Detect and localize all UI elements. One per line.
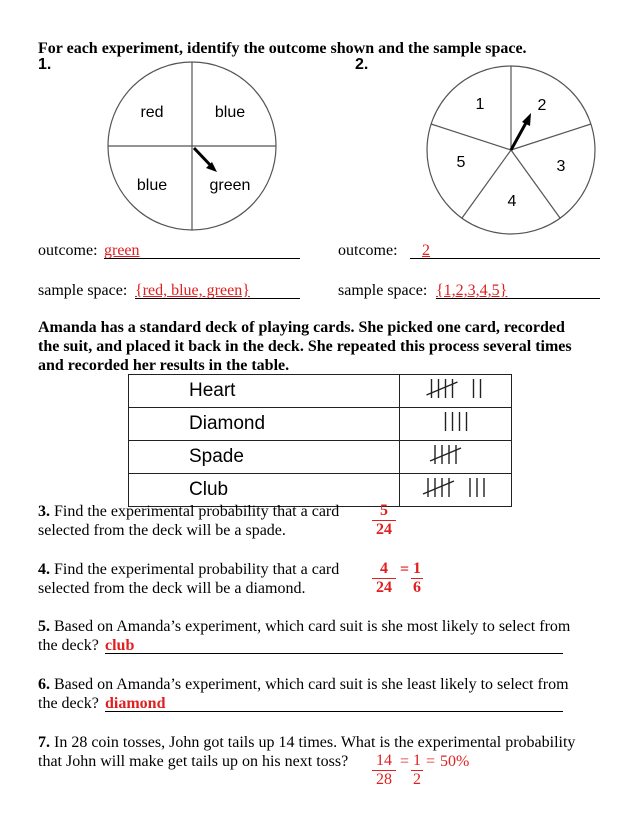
problem-2-label: 2. xyxy=(355,56,369,73)
suit-cell: Club xyxy=(129,474,400,507)
q6-answer: diamond xyxy=(105,695,166,712)
spinner-1 xyxy=(100,60,290,240)
question-5-line-1: 5. Based on Amanda’s experiment, which card suit is she most likely to select from xyxy=(38,618,571,635)
question-4-line-1: 4. Find the experimental probability that a card xyxy=(38,561,340,578)
q7-numerator-1: 14 xyxy=(372,752,396,771)
sample-space-2-label: sample space: xyxy=(338,282,428,299)
q4-simp-denominator: 6 xyxy=(413,579,421,596)
table-row xyxy=(129,375,512,408)
spinner-1-section-green: green xyxy=(209,177,251,194)
sample-space-2-line xyxy=(436,298,600,299)
tally-cell xyxy=(400,474,512,507)
suit-cell: Heart xyxy=(129,375,400,408)
spinner-2-section-1: 1 xyxy=(475,96,485,113)
q5-answer-line xyxy=(105,653,563,654)
table-row xyxy=(129,441,512,474)
question-4-line-2: selected from the deck will be a diamond. xyxy=(38,580,306,597)
q7-equals-1: = xyxy=(400,753,410,770)
story-line-2: the suit, and placed it back in the deck. She repeated this process several times xyxy=(38,338,572,355)
problem-1-label: 1. xyxy=(38,56,52,73)
question-7-number: 7. xyxy=(38,734,50,751)
tally-cell xyxy=(400,441,512,474)
suit-cell: Spade xyxy=(129,441,400,474)
q4-simp-numerator: 1 xyxy=(413,560,421,577)
q7-numerator-2: 1 xyxy=(413,752,421,769)
outcome-2-value: 2 xyxy=(422,242,430,259)
tally-cell xyxy=(400,375,512,408)
suit-cell: Diamond xyxy=(129,408,400,441)
q7-fraction-2 xyxy=(411,752,423,789)
question-6-number: 6. xyxy=(38,676,50,693)
q4-fraction xyxy=(372,560,396,597)
outcome-2-label: outcome: xyxy=(338,242,398,259)
sample-space-2-value: {1,2,3,4,5} xyxy=(436,282,508,299)
q6-answer-line xyxy=(105,711,563,712)
story-line-3: and recorded her results in the table. xyxy=(38,357,290,374)
q4-simplified-fraction xyxy=(411,560,423,597)
question-3-line-1: 3. Find the experimental probability that a card xyxy=(38,503,340,520)
question-5-number: 5. xyxy=(38,618,50,635)
question-6-line-2: the deck? xyxy=(38,695,99,712)
instruction: For each experiment, identify the outcome shown and the sample space. xyxy=(38,40,527,57)
tally-marks xyxy=(401,375,511,401)
sample-space-1-line xyxy=(135,298,300,299)
spinner-1-section-blue-bottom: blue xyxy=(136,177,168,194)
q3-denominator: 24 xyxy=(376,521,392,538)
spinner-2-section-3: 3 xyxy=(556,158,566,175)
question-5-line-2: the deck? xyxy=(38,637,99,654)
spinner-1-section-blue-top: blue xyxy=(214,104,246,121)
spinner-2-section-4: 4 xyxy=(507,193,517,210)
question-3-line-2: selected from the deck will be a spade. xyxy=(38,522,286,539)
q4-denominator: 24 xyxy=(376,579,392,596)
table-row xyxy=(129,408,512,441)
q7-percent: 50% xyxy=(440,753,470,770)
question-7-line-2: that John will make get tails up on his next toss? xyxy=(38,753,349,770)
q4-numerator: 4 xyxy=(372,560,396,579)
q7-denominator-1: 28 xyxy=(376,771,392,788)
outcome-1-value: green xyxy=(104,242,140,259)
outcome-1-line xyxy=(104,258,300,259)
q3-numerator: 5 xyxy=(372,502,396,521)
outcome-2-line xyxy=(410,258,600,259)
q7-equals-2: = xyxy=(426,753,436,770)
spinner-1-arrow xyxy=(194,148,217,172)
results-table xyxy=(128,374,512,507)
spinner-2 xyxy=(420,64,610,244)
q7-denominator-2: 2 xyxy=(413,771,421,788)
tally-cell xyxy=(400,408,512,441)
tally-marks xyxy=(401,441,511,467)
spinner-2-section-5: 5 xyxy=(456,154,466,171)
q3-fraction xyxy=(372,502,396,539)
q7-fraction-1 xyxy=(372,752,396,789)
sample-space-1-label: sample space: xyxy=(38,282,128,299)
spinner-2-section-2: 2 xyxy=(537,97,547,114)
question-3-number: 3. xyxy=(38,503,50,520)
q4-equals: = xyxy=(400,561,410,578)
tally-marks xyxy=(401,408,511,434)
question-6-line-1: 6. Based on Amanda’s experiment, which card suit is she least likely to select from xyxy=(38,676,569,693)
story-line-1: Amanda has a standard deck of playing cards. She picked one card, recorded xyxy=(38,319,565,336)
sample-space-1-value: {red, blue, green} xyxy=(135,282,250,299)
question-4-number: 4. xyxy=(38,561,50,578)
tally-marks xyxy=(401,474,511,500)
outcome-1-label: outcome: xyxy=(38,242,98,259)
question-7-line-1: 7. In 28 coin tosses, John got tails up 14 times. What is the experimental probability xyxy=(38,734,576,751)
spinner-1-section-red: red xyxy=(140,104,164,121)
q5-answer: club xyxy=(105,637,135,654)
